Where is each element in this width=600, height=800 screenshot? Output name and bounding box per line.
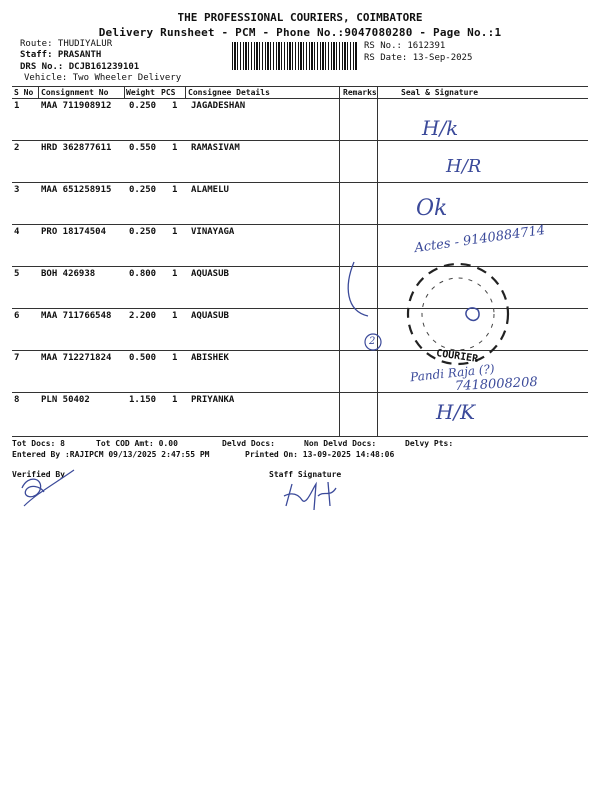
row-consignee: AQUASUB xyxy=(191,269,229,279)
row-consignee: RAMASIVAM xyxy=(191,143,240,153)
col-header-consignee: Consignee Details xyxy=(188,88,270,97)
col-divider xyxy=(38,86,39,98)
non-delivered-docs: Non Delvd Docs: xyxy=(304,439,377,448)
row-consignment-no: MAA 712271824 xyxy=(41,353,112,363)
row-consignee: VINAYAGA xyxy=(191,227,235,237)
col-divider xyxy=(185,86,186,98)
delivered-docs: Delvd Docs: xyxy=(222,439,275,448)
row-weight: 0.550 xyxy=(129,143,157,153)
row-weight: 0.250 xyxy=(129,185,157,195)
table-top-border xyxy=(12,86,588,87)
row-weight: 0.500 xyxy=(129,353,157,363)
row-pcs: 1 xyxy=(172,185,178,195)
rs-number: RS No.: 1612391 xyxy=(364,41,446,51)
row-consignment-no: MAA 711908912 xyxy=(41,101,112,111)
rs-date: RS Date: 13-Sep-2025 xyxy=(364,53,473,63)
row-weight: 2.200 xyxy=(129,311,157,321)
verified-signature xyxy=(14,466,84,510)
row-weight: 0.250 xyxy=(129,227,157,237)
table-bottom-border xyxy=(12,436,588,437)
stamp-text: COURIER xyxy=(435,348,479,365)
entered-by: Entered By :RAJIPCM 09/13/2025 2:47:55 PM xyxy=(12,450,210,459)
total-cod-amount: Tot COD Amt: 0.00 xyxy=(96,439,178,448)
row-consignee: ABISHEK xyxy=(191,353,229,363)
col-header-pcs: PCS xyxy=(161,88,176,97)
row-sno: 7 xyxy=(14,353,20,363)
staff-signature xyxy=(278,476,348,516)
handwritten-phone-note: 7418008208 xyxy=(454,374,539,395)
row-consignment-no: BOH 426938 xyxy=(41,269,96,279)
col-header-remarks: Remarks xyxy=(343,88,377,97)
route-label: Route: THUDIYALUR xyxy=(20,39,113,49)
row-weight: 0.250 xyxy=(129,101,157,111)
row-consignment-no: MAA 651258915 xyxy=(41,185,112,195)
row-sno: 3 xyxy=(14,185,20,195)
row-divider xyxy=(12,182,588,183)
company-name: THE PROFESSIONAL COURIERS, COIMBATORE xyxy=(177,11,423,24)
row-divider xyxy=(12,140,588,141)
handwritten-number: 2 xyxy=(369,336,376,347)
col-header-weight: Weight xyxy=(126,88,155,97)
row-consignee: JAGADESHAN xyxy=(191,101,246,111)
col-divider xyxy=(124,86,125,98)
vehicle-label: Vehicle: Two Wheeler Delivery xyxy=(24,73,182,83)
row-pcs: 1 xyxy=(172,269,178,279)
row-consignee: AQUASUB xyxy=(191,311,229,321)
row-sno: 1 xyxy=(14,101,20,111)
handwritten-signature: H/K xyxy=(436,400,476,424)
printed-on: Printed On: 13-09-2025 14:48:06 xyxy=(245,450,395,459)
row-pcs: 1 xyxy=(172,395,178,405)
barcode xyxy=(232,42,357,70)
row-sno: 4 xyxy=(14,227,20,237)
row-sno: 2 xyxy=(14,143,20,153)
handwritten-phone-note: Actes - 9140884714 xyxy=(413,222,547,257)
row-pcs: 1 xyxy=(172,227,178,237)
row-consignee: PRIYANKA xyxy=(191,395,235,405)
handwritten-signature: Ok xyxy=(416,196,448,221)
row-sno: 5 xyxy=(14,269,20,279)
handwritten-name: Pandi Raja (?) xyxy=(409,361,496,385)
row-consignee: ALAMELU xyxy=(191,185,229,195)
total-docs: Tot Docs: 8 xyxy=(12,439,65,448)
row-consignment-no: MAA 711766548 xyxy=(41,311,112,321)
row-divider xyxy=(12,224,588,225)
row-pcs: 1 xyxy=(172,353,178,363)
col-header-sno: S No xyxy=(14,88,34,97)
row-pcs: 1 xyxy=(172,143,178,153)
delivery-points: Delvy Pts: xyxy=(405,439,454,448)
runsheet-title: Delivery Runsheet - PCM - Phone No.:9047080280 - Page No.:1 xyxy=(98,26,502,39)
handwritten-signature: H/k xyxy=(422,116,459,140)
row-weight: 1.150 xyxy=(129,395,157,405)
row-consignment-no: PRO 18174504 xyxy=(41,227,107,237)
row-pcs: 1 xyxy=(172,101,178,111)
row-pcs: 1 xyxy=(172,311,178,321)
staff-label: Staff: PRASANTH xyxy=(20,50,102,60)
row-sno: 6 xyxy=(14,311,20,321)
table-header-border xyxy=(12,98,588,99)
row-consignment-no: PLN 50402 xyxy=(41,395,90,405)
row-weight: 0.800 xyxy=(129,269,157,279)
col-header-seal-signature: Seal & Signature xyxy=(401,88,479,97)
col-header-consignment: Consignment No xyxy=(41,88,109,97)
row-sno: 8 xyxy=(14,395,20,405)
drs-number: DRS No.: DCJB161239101 xyxy=(20,62,140,72)
staff-signature-label: Staff Signature xyxy=(269,470,342,479)
handwritten-signature: H/R xyxy=(446,156,482,177)
verified-by-label: Verified By xyxy=(12,470,65,479)
row-consignment-no: HRD 362877611 xyxy=(41,143,112,153)
